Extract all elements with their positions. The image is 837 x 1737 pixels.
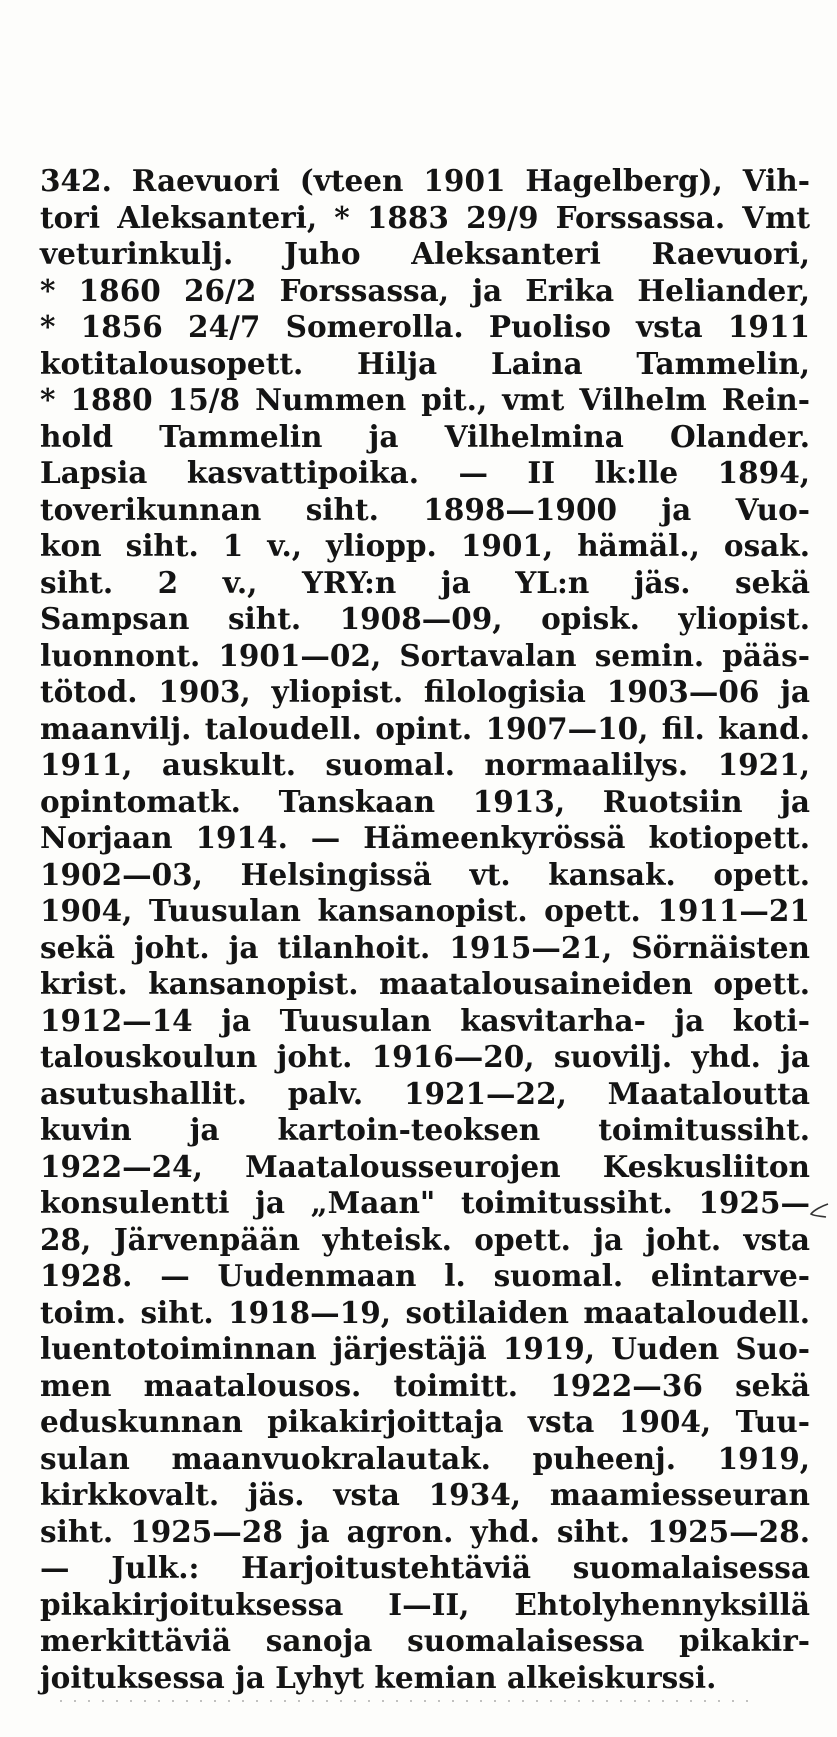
text-line: pikakirjoituksessa I—II, Ehtolyhennyksillä: [40, 1586, 810, 1622]
text-line: toverikunnan siht. 1898—1900 ja Vuo-: [40, 491, 810, 527]
text-line: 28, Järvenpään yhteisk. opett. ja joht. vsta: [40, 1221, 810, 1257]
text-line: Norjaan 1914. — Hämeenkyrössä kotiopett.: [40, 820, 810, 855]
text-line: krist. kansanopist. maatalousaineiden opett.: [40, 966, 810, 1001]
text-line: 1902—03, Helsingissä vt. kansak. opett.: [40, 856, 810, 892]
margin-check-mark: [808, 1200, 830, 1222]
text-line: joituksessa ja Lyhyt kemian alkeiskurssi.: [40, 1659, 717, 1695]
text-line: Lapsia kasvattipoika. — II lk:lle 1894,: [40, 455, 810, 490]
text-line: tori Aleksanteri, * 1883 29/9 Forssassa. Vmt: [40, 199, 810, 235]
biography-entry: [40, 163, 810, 1696]
text-line: kuvin ja kartoin-teoksen toimitussiht.: [40, 1112, 810, 1147]
text-line: 1904, Tuusulan kansanopist. opett. 1911—21: [40, 893, 810, 928]
text-line: asutushallit. palv. 1921—22, Maataloutta: [40, 1075, 810, 1111]
text-line: 1912—14 ja Tuusulan kasvitarha- ja koti-: [40, 1002, 810, 1038]
text-line: 342. Raevuori (vteen 1901 Hagelberg), Vih-: [40, 163, 810, 198]
text-line: toim. siht. 1918—19, sotilaiden maataloudell.: [40, 1294, 810, 1330]
text-line: 1911, auskult. suomal. normaalilys. 1921,: [40, 747, 810, 782]
text-line: siht. 1925—28 ja agron. yhd. siht. 1925—28.: [40, 1513, 810, 1549]
text-line: sekä joht. ja tilanhoit. 1915—21, Sörnäisten: [40, 929, 810, 965]
text-line: Sampsan siht. 1908—09, opisk. yliopist.: [40, 601, 810, 636]
text-line: — Julk.: Harjoitustehtäviä suomalaisessa: [40, 1550, 810, 1585]
text-line: kirkkovalt. jäs. vsta 1934, maamiesseuran: [40, 1477, 810, 1512]
text-line: tötod. 1903, yliopist. filologisia 1903—06 ja: [40, 674, 810, 709]
text-line: eduskunnan pikakirjoittaja vsta 1904, Tuu-: [40, 1404, 810, 1439]
text-line: sulan maanvuokralautak. puheenj. 1919,: [40, 1440, 810, 1476]
text-line: hold Tammelin ja Vilhelmina Olander.: [40, 418, 810, 454]
text-line: opintomatk. Tanskaan 1913, Ruotsiin ja: [40, 783, 810, 819]
text-line: kotitalousopett. Hilja Laina Tammelin,: [40, 345, 810, 381]
bottom-print-smudge: [60, 1700, 760, 1702]
text-line: siht. 2 v., YRY:n ja YL:n jäs. sekä: [40, 564, 810, 600]
text-line: luonnont. 1901—02, Sortavalan semin. pääs-: [40, 637, 810, 673]
text-line: talouskoulun joht. 1916—20, suovilj. yhd. ja: [40, 1039, 810, 1074]
text-line: 1928. — Uudenmaan l. suomal. elintarve-: [40, 1258, 810, 1293]
text-line: * 1860 26/2 Forssassa, ja Erika Heliander,: [40, 272, 810, 308]
text-line: luentotoiminnan järjestäjä 1919, Uuden Suo-: [40, 1331, 810, 1366]
text-line: * 1856 24/7 Somerolla. Puoliso vsta 1911: [40, 309, 810, 344]
text-line: 1922—24, Maatalousseurojen Keskusliiton: [40, 1148, 810, 1184]
text-line: veturinkulj. Juho Aleksanteri Raevuori,: [40, 236, 810, 271]
text-line: * 1880 15/8 Nummen pit., vmt Vilhelm Rein-: [40, 382, 810, 417]
text-line: konsulentti ja „Maan" toimitussiht. 1925—: [40, 1185, 810, 1220]
text-line: kon siht. 1 v., yliopp. 1901, hämäl., osak.: [40, 528, 810, 563]
text-line: men maatalousos. toimitt. 1922—36 sekä: [40, 1367, 810, 1403]
text-line: maanvilj. taloudell. opint. 1907—10, fil. kand.: [40, 710, 810, 746]
text-line: merkittäviä sanoja suomalaisessa pikakir-: [40, 1623, 810, 1658]
